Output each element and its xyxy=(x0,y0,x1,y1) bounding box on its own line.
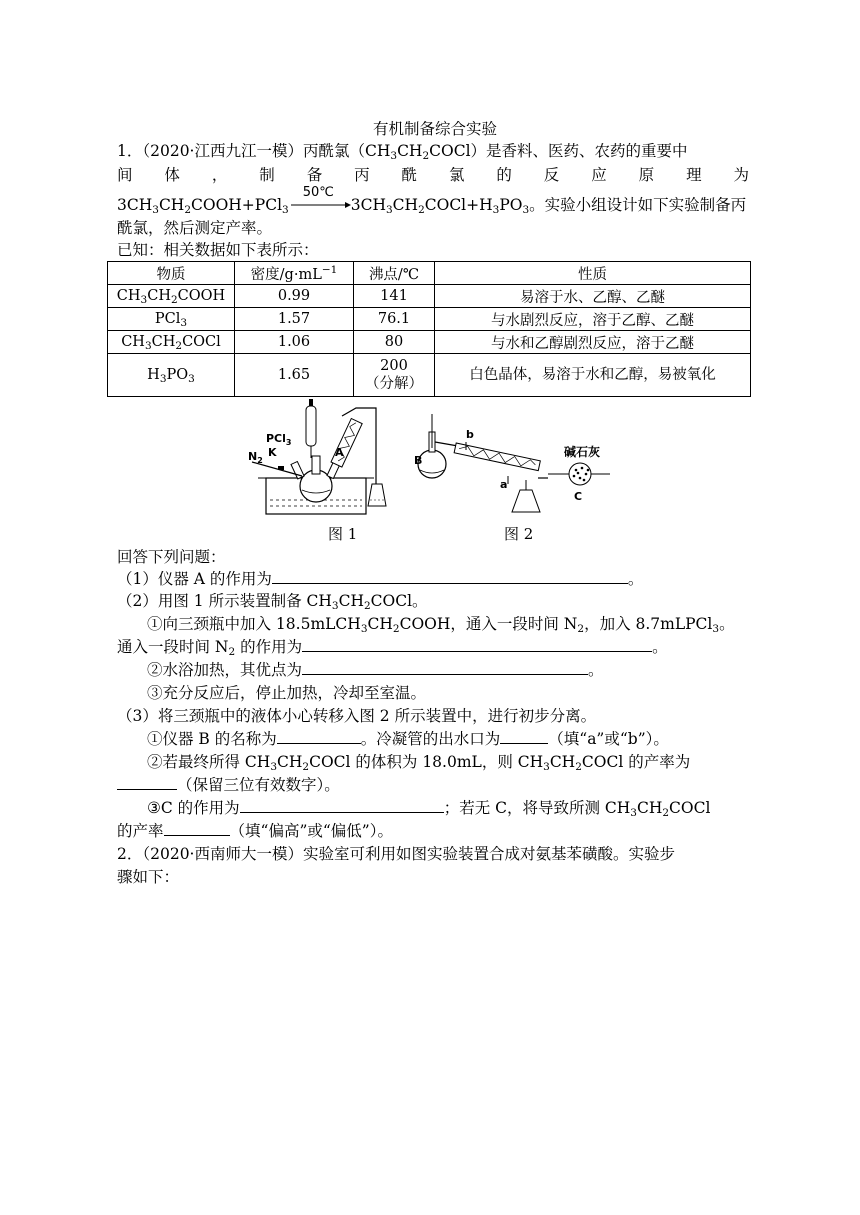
question-3-3-cont: 的产率 （填“偏高”或“偏低”）。 xyxy=(117,822,393,840)
cell-density: 0.99 xyxy=(235,285,354,308)
table-row xyxy=(108,354,751,397)
cell-substance: $CH_3CH_2COCl$ xyxy=(108,331,235,354)
cell-substance: $CH_3CH_2COOH$ xyxy=(108,285,235,308)
answer-blank[interactable] xyxy=(240,797,444,813)
question-2-3: ③充分反应后，停止加热，冷却至室温。 xyxy=(147,684,427,702)
header-boiling-point: 沸点/℃ xyxy=(354,262,435,285)
label-a: A xyxy=(335,446,344,459)
q1-line4: 酰氯，然后测定产率。 xyxy=(117,219,273,237)
cell-boiling-point: 80 xyxy=(354,331,435,354)
answer-blank[interactable] xyxy=(302,636,652,652)
cell-density: 1.57 xyxy=(235,308,354,331)
answer-blank[interactable] xyxy=(164,820,230,836)
label-n2: $N_2$ xyxy=(248,450,263,465)
answer-blank[interactable] xyxy=(302,659,588,675)
question-3-1: ①仪器 B 的名称为 。冷凝管的出水口为 （填“a”或“b”）。 xyxy=(147,730,669,748)
figure-1-apparatus xyxy=(244,396,414,522)
table-row xyxy=(108,331,751,354)
label-soda-lime: 碱石灰 xyxy=(564,445,601,459)
question-3-3: ③C 的作用为 ；若无 C，将导致所测 $CH_3CH_2COCl$ xyxy=(147,799,711,819)
cell-substance: $H_3PO_3$ xyxy=(108,354,235,397)
cell-property: 与水和乙醇剧烈反应，溶于乙醚 xyxy=(435,331,751,354)
label-c: C xyxy=(574,490,583,503)
label-b-lower: b xyxy=(466,428,474,441)
question-3-2-cont: （保留三位有效数字）。 xyxy=(117,774,340,796)
cell-boiling-point: 200 （分解） xyxy=(354,354,435,397)
cell-property: 白色晶体，易溶于水和乙醇，易被氧化 xyxy=(435,354,751,397)
q2-line1: 2．（2020·西南师大一模）实验室可利用如图实验装置合成对氨基苯磺酸。实验步 xyxy=(117,845,675,863)
reaction-equation: $3CH_3CH_2COOH+PCl_3$ 50℃ $3CH_3CH_2COCl+H_3PO_3$。实验小组设计如下实验制备丙 xyxy=(117,194,746,216)
question-2-1-cont: 通入一段时间 $N_2$ 的作用为 。 xyxy=(117,638,668,658)
table-row xyxy=(108,285,751,308)
q2-line2: 骤如下： xyxy=(117,868,180,886)
label-b-upper: B xyxy=(414,454,423,467)
figure-2-apparatus xyxy=(408,408,613,520)
question-1: （1）仪器 A 的作用为 。 xyxy=(117,570,644,588)
header-density: 密度$/g\cdot mL^{-1}$ xyxy=(235,262,354,285)
table-header-row xyxy=(108,262,751,285)
answer-blank[interactable] xyxy=(500,728,548,744)
known-intro: 已知：相关数据如下表所示： xyxy=(117,241,319,259)
cell-boiling-point: 76.1 xyxy=(354,308,435,331)
question-2-2: ②水浴加热，其优点为 。 xyxy=(147,661,604,679)
question-2-1: ①向三颈瓶中加入 $18.5mLCH_3CH_2COOH$，通入一段时间 $N_2$，加入 8.7mLPCl$_3$。 xyxy=(147,615,735,635)
cell-density: 1.65 xyxy=(235,354,354,397)
label-a-lower: a xyxy=(500,478,508,491)
cell-substance: PCl$_3$ xyxy=(108,308,235,331)
arrow-icon xyxy=(289,200,351,212)
cell-property: 易溶于水、乙醇、乙醚 xyxy=(435,285,751,308)
answer-blank[interactable] xyxy=(272,568,628,584)
label-pcl3: PCl$_3$ xyxy=(266,432,292,447)
answer-blank[interactable] xyxy=(117,774,177,790)
q1-line1: 1．（2020·江西九江一模）丙酰氯$(CH_3CH_2COCl)$是香料、医药、农药的重要中 xyxy=(117,142,688,162)
question-2: （2）用图 1 所示装置制备 $CH_3CH_2COCl$。 xyxy=(117,592,428,612)
header-property: 性质 xyxy=(435,262,751,285)
cell-property: 与水剧烈反应，溶于乙醇、乙醚 xyxy=(435,308,751,331)
header-substance: 物质 xyxy=(108,262,235,285)
question-3-2: ②若最终所得 $CH_3CH_2COCl$ 的体积为 18.0mL，则 $CH_3CH_2COCl$ 的产率为 xyxy=(147,753,691,773)
answer-blank[interactable] xyxy=(277,728,361,744)
data-table xyxy=(107,261,751,397)
figure-2-caption: 图 2 xyxy=(504,525,534,543)
label-k: K xyxy=(268,446,277,459)
cell-boiling-point: 141 xyxy=(354,285,435,308)
figure-1-caption: 图 1 xyxy=(328,525,358,543)
reaction-condition: 50℃ xyxy=(302,185,334,200)
q1-line2: 间 体 ， 制 备 丙 酰 氯 的 反 应 原 理 为 xyxy=(117,166,749,184)
reaction-arrow xyxy=(289,185,351,216)
question-3: （3）将三颈瓶中的液体小心转移入图 2 所示装置中，进行初步分离。 xyxy=(117,707,597,725)
page-title: 有机制备综合实验 xyxy=(372,120,497,138)
table-row xyxy=(108,308,751,331)
questions-intro: 回答下列问题： xyxy=(117,548,226,566)
cell-density: 1.06 xyxy=(235,331,354,354)
